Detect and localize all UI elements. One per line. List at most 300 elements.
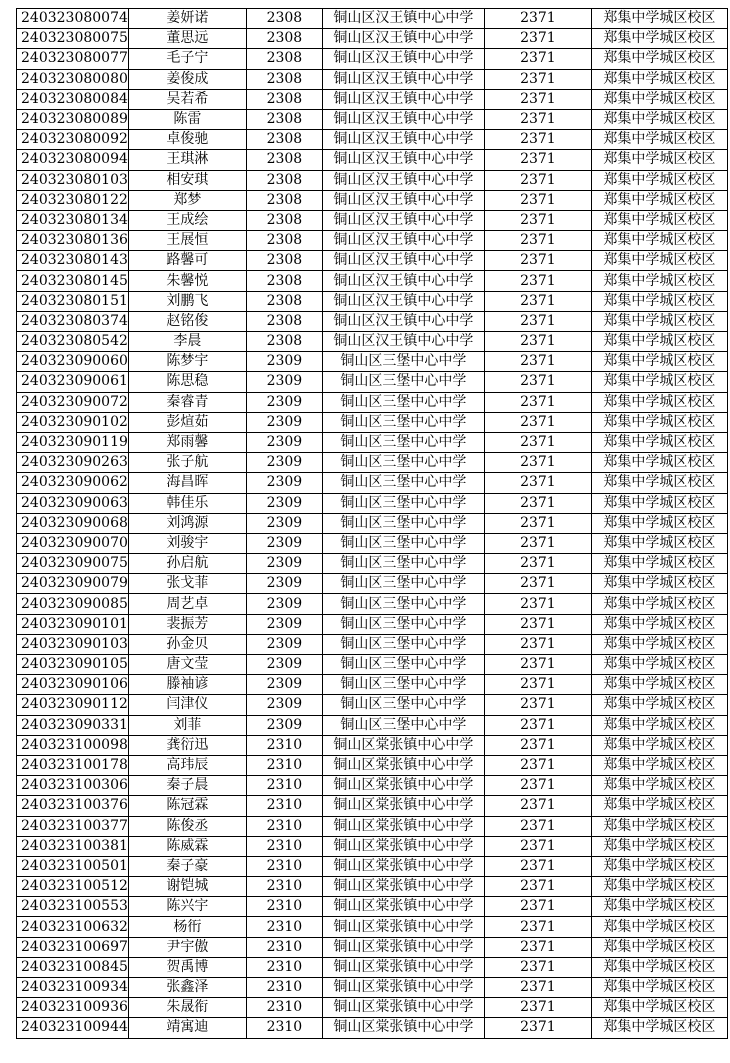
campus-cell: 郑集中学城区校区 xyxy=(591,372,727,392)
exam-id-cell: 240323090101 xyxy=(17,614,129,634)
school-code-cell: 2310 xyxy=(246,897,322,917)
school-name-cell: 铜山区三堡中心中学 xyxy=(322,392,484,412)
class-code-cell: 2371 xyxy=(484,695,591,715)
school-code-cell: 2310 xyxy=(246,856,322,876)
student-name-cell: 姜妍诺 xyxy=(128,9,246,29)
school-name-cell: 铜山区三堡中心中学 xyxy=(322,432,484,452)
exam-id-cell: 240323100845 xyxy=(17,957,129,977)
class-code-cell: 2371 xyxy=(484,190,591,210)
school-name-cell: 铜山区汉王镇中心中学 xyxy=(322,231,484,251)
school-name-cell: 铜山区三堡中心中学 xyxy=(322,412,484,432)
student-name-cell: 张戈菲 xyxy=(128,574,246,594)
school-code-cell: 2309 xyxy=(246,453,322,473)
school-code-cell: 2308 xyxy=(246,170,322,190)
school-code-cell: 2309 xyxy=(246,634,322,654)
table-row xyxy=(17,29,728,49)
exam-id-cell: 240323080089 xyxy=(17,109,129,129)
campus-cell: 郑集中学城区校区 xyxy=(591,109,727,129)
school-name-cell: 铜山区汉王镇中心中学 xyxy=(322,49,484,69)
class-code-cell: 2371 xyxy=(484,574,591,594)
school-name-cell: 铜山区汉王镇中心中学 xyxy=(322,190,484,210)
class-code-cell: 2371 xyxy=(484,957,591,977)
student-name-cell: 陈威霖 xyxy=(128,836,246,856)
school-code-cell: 2309 xyxy=(246,513,322,533)
school-code-cell: 2308 xyxy=(246,69,322,89)
class-code-cell: 2371 xyxy=(484,816,591,836)
exam-id-cell: 240323080122 xyxy=(17,190,129,210)
exam-id-cell: 240323100553 xyxy=(17,897,129,917)
class-code-cell: 2371 xyxy=(484,69,591,89)
school-name-cell: 铜山区汉王镇中心中学 xyxy=(322,89,484,109)
school-name-cell: 铜山区三堡中心中学 xyxy=(322,655,484,675)
campus-cell: 郑集中学城区校区 xyxy=(591,150,727,170)
table-row xyxy=(17,816,728,836)
school-name-cell: 铜山区三堡中心中学 xyxy=(322,695,484,715)
campus-cell: 郑集中学城区校区 xyxy=(591,917,727,937)
school-code-cell: 2310 xyxy=(246,998,322,1018)
campus-cell: 郑集中学城区校区 xyxy=(591,614,727,634)
school-name-cell: 铜山区棠张镇中心中学 xyxy=(322,836,484,856)
school-name-cell: 铜山区棠张镇中心中学 xyxy=(322,877,484,897)
class-code-cell: 2371 xyxy=(484,49,591,69)
class-code-cell: 2371 xyxy=(484,150,591,170)
campus-cell: 郑集中学城区校区 xyxy=(591,89,727,109)
school-code-cell: 2310 xyxy=(246,1018,322,1038)
student-name-cell: 唐文莹 xyxy=(128,655,246,675)
campus-cell: 郑集中学城区校区 xyxy=(591,675,727,695)
student-name-cell: 朱馨悦 xyxy=(128,271,246,291)
student-name-cell: 吴若希 xyxy=(128,89,246,109)
school-code-cell: 2310 xyxy=(246,877,322,897)
table-row xyxy=(17,291,728,311)
student-name-cell: 张子航 xyxy=(128,453,246,473)
school-code-cell: 2308 xyxy=(246,291,322,311)
school-code-cell: 2308 xyxy=(246,130,322,150)
exam-id-cell: 240323100381 xyxy=(17,836,129,856)
school-code-cell: 2309 xyxy=(246,675,322,695)
exam-id-cell: 240323100377 xyxy=(17,816,129,836)
campus-cell: 郑集中学城区校区 xyxy=(591,69,727,89)
student-name-cell: 高玮辰 xyxy=(128,755,246,775)
class-code-cell: 2371 xyxy=(484,978,591,998)
table-row xyxy=(17,392,728,412)
table-row xyxy=(17,776,728,796)
student-name-cell: 靖寓迪 xyxy=(128,1018,246,1038)
class-code-cell: 2371 xyxy=(484,352,591,372)
exam-id-cell: 240323080151 xyxy=(17,291,129,311)
student-name-cell: 郑雨馨 xyxy=(128,432,246,452)
student-table xyxy=(16,8,728,1039)
school-code-cell: 2310 xyxy=(246,776,322,796)
school-name-cell: 铜山区三堡中心中学 xyxy=(322,533,484,553)
school-code-cell: 2310 xyxy=(246,816,322,836)
campus-cell: 郑集中学城区校区 xyxy=(591,937,727,957)
table-row xyxy=(17,69,728,89)
table-row xyxy=(17,332,728,352)
exam-id-cell: 240323080134 xyxy=(17,210,129,230)
table-row xyxy=(17,150,728,170)
school-code-cell: 2310 xyxy=(246,917,322,937)
class-code-cell: 2371 xyxy=(484,513,591,533)
student-name-cell: 秦子晨 xyxy=(128,776,246,796)
school-code-cell: 2308 xyxy=(246,150,322,170)
student-name-cell: 李晨 xyxy=(128,332,246,352)
school-code-cell: 2309 xyxy=(246,473,322,493)
class-code-cell: 2371 xyxy=(484,735,591,755)
campus-cell: 郑集中学城区校区 xyxy=(591,190,727,210)
student-name-cell: 郑梦 xyxy=(128,190,246,210)
class-code-cell: 2371 xyxy=(484,291,591,311)
school-name-cell: 铜山区汉王镇中心中学 xyxy=(322,9,484,29)
student-name-cell: 贺禹博 xyxy=(128,957,246,977)
school-code-cell: 2308 xyxy=(246,29,322,49)
table-row xyxy=(17,998,728,1018)
school-code-cell: 2310 xyxy=(246,836,322,856)
class-code-cell: 2371 xyxy=(484,533,591,553)
school-name-cell: 铜山区三堡中心中学 xyxy=(322,574,484,594)
table-row xyxy=(17,735,728,755)
table-row xyxy=(17,493,728,513)
campus-cell: 郑集中学城区校区 xyxy=(591,453,727,473)
table-row xyxy=(17,856,728,876)
class-code-cell: 2371 xyxy=(484,9,591,29)
table-row xyxy=(17,978,728,998)
campus-cell: 郑集中学城区校区 xyxy=(591,816,727,836)
campus-cell: 郑集中学城区校区 xyxy=(591,877,727,897)
exam-id-cell: 240323090060 xyxy=(17,352,129,372)
table-row xyxy=(17,432,728,452)
exam-id-cell: 240323100178 xyxy=(17,755,129,775)
class-code-cell: 2371 xyxy=(484,755,591,775)
class-code-cell: 2371 xyxy=(484,554,591,574)
campus-cell: 郑集中学城区校区 xyxy=(591,473,727,493)
table-row xyxy=(17,533,728,553)
exam-id-cell: 240323080094 xyxy=(17,150,129,170)
table-row xyxy=(17,170,728,190)
exam-id-cell: 240323090072 xyxy=(17,392,129,412)
school-name-cell: 铜山区棠张镇中心中学 xyxy=(322,978,484,998)
exam-id-cell: 240323100306 xyxy=(17,776,129,796)
school-name-cell: 铜山区棠张镇中心中学 xyxy=(322,998,484,1018)
table-row xyxy=(17,89,728,109)
class-code-cell: 2371 xyxy=(484,937,591,957)
school-name-cell: 铜山区三堡中心中学 xyxy=(322,493,484,513)
school-code-cell: 2310 xyxy=(246,978,322,998)
exam-id-cell: 240323080092 xyxy=(17,130,129,150)
exam-id-cell: 240323080080 xyxy=(17,69,129,89)
exam-id-cell: 240323100512 xyxy=(17,877,129,897)
student-name-cell: 董思远 xyxy=(128,29,246,49)
campus-cell: 郑集中学城区校区 xyxy=(591,1018,727,1038)
school-code-cell: 2308 xyxy=(246,271,322,291)
campus-cell: 郑集中学城区校区 xyxy=(591,170,727,190)
campus-cell: 郑集中学城区校区 xyxy=(591,755,727,775)
table-row xyxy=(17,755,728,775)
campus-cell: 郑集中学城区校区 xyxy=(591,574,727,594)
campus-cell: 郑集中学城区校区 xyxy=(591,352,727,372)
school-name-cell: 铜山区汉王镇中心中学 xyxy=(322,109,484,129)
student-name-cell: 秦睿青 xyxy=(128,392,246,412)
exam-id-cell: 240323090062 xyxy=(17,473,129,493)
campus-cell: 郑集中学城区校区 xyxy=(591,856,727,876)
school-name-cell: 铜山区棠张镇中心中学 xyxy=(322,856,484,876)
class-code-cell: 2371 xyxy=(484,715,591,735)
class-code-cell: 2371 xyxy=(484,675,591,695)
school-name-cell: 铜山区汉王镇中心中学 xyxy=(322,69,484,89)
student-name-cell: 陈思稳 xyxy=(128,372,246,392)
campus-cell: 郑集中学城区校区 xyxy=(591,271,727,291)
campus-cell: 郑集中学城区校区 xyxy=(591,715,727,735)
table-row xyxy=(17,897,728,917)
school-name-cell: 铜山区三堡中心中学 xyxy=(322,352,484,372)
exam-id-cell: 240323090105 xyxy=(17,655,129,675)
exam-id-cell: 240323080103 xyxy=(17,170,129,190)
exam-id-cell: 240323080084 xyxy=(17,89,129,109)
campus-cell: 郑集中学城区校区 xyxy=(591,695,727,715)
campus-cell: 郑集中学城区校区 xyxy=(591,231,727,251)
school-name-cell: 铜山区三堡中心中学 xyxy=(322,473,484,493)
student-name-cell: 相安琪 xyxy=(128,170,246,190)
class-code-cell: 2371 xyxy=(484,614,591,634)
school-code-cell: 2309 xyxy=(246,392,322,412)
class-code-cell: 2371 xyxy=(484,917,591,937)
class-code-cell: 2371 xyxy=(484,877,591,897)
student-name-cell: 卓俊驰 xyxy=(128,130,246,150)
class-code-cell: 2371 xyxy=(484,655,591,675)
school-name-cell: 铜山区汉王镇中心中学 xyxy=(322,150,484,170)
student-name-cell: 赵铭俊 xyxy=(128,311,246,331)
school-code-cell: 2308 xyxy=(246,9,322,29)
student-name-cell: 陈俊丞 xyxy=(128,816,246,836)
school-name-cell: 铜山区汉王镇中心中学 xyxy=(322,170,484,190)
student-name-cell: 孙金贝 xyxy=(128,634,246,654)
exam-id-cell: 240323090112 xyxy=(17,695,129,715)
student-name-cell: 滕袖谚 xyxy=(128,675,246,695)
class-code-cell: 2371 xyxy=(484,89,591,109)
campus-cell: 郑集中学城区校区 xyxy=(591,513,727,533)
table-row xyxy=(17,109,728,129)
exam-id-cell: 240323100501 xyxy=(17,856,129,876)
class-code-cell: 2371 xyxy=(484,1018,591,1038)
table-row xyxy=(17,453,728,473)
table-row xyxy=(17,675,728,695)
school-code-cell: 2309 xyxy=(246,655,322,675)
school-code-cell: 2309 xyxy=(246,614,322,634)
campus-cell: 郑集中学城区校区 xyxy=(591,29,727,49)
student-name-cell: 路馨可 xyxy=(128,251,246,271)
student-name-cell: 彭煊茹 xyxy=(128,412,246,432)
student-name-cell: 朱晟衔 xyxy=(128,998,246,1018)
exam-id-cell: 240323080374 xyxy=(17,311,129,331)
exam-id-cell: 240323090106 xyxy=(17,675,129,695)
student-name-cell: 尹宇傲 xyxy=(128,937,246,957)
school-name-cell: 铜山区三堡中心中学 xyxy=(322,675,484,695)
school-name-cell: 铜山区汉王镇中心中学 xyxy=(322,210,484,230)
table-row xyxy=(17,9,728,29)
exam-id-cell: 240323090085 xyxy=(17,594,129,614)
student-name-cell: 陈冠霖 xyxy=(128,796,246,816)
school-name-cell: 铜山区三堡中心中学 xyxy=(322,594,484,614)
campus-cell: 郑集中学城区校区 xyxy=(591,311,727,331)
exam-id-cell: 240323100632 xyxy=(17,917,129,937)
campus-cell: 郑集中学城区校区 xyxy=(591,392,727,412)
class-code-cell: 2371 xyxy=(484,332,591,352)
school-code-cell: 2310 xyxy=(246,937,322,957)
exam-id-cell: 240323090263 xyxy=(17,453,129,473)
school-code-cell: 2310 xyxy=(246,796,322,816)
student-name-cell: 陈兴宇 xyxy=(128,897,246,917)
table-row xyxy=(17,695,728,715)
school-code-cell: 2309 xyxy=(246,493,322,513)
student-name-cell: 刘鸿源 xyxy=(128,513,246,533)
school-code-cell: 2309 xyxy=(246,432,322,452)
class-code-cell: 2371 xyxy=(484,130,591,150)
class-code-cell: 2371 xyxy=(484,998,591,1018)
school-code-cell: 2309 xyxy=(246,372,322,392)
student-name-cell: 毛子宁 xyxy=(128,49,246,69)
school-code-cell: 2309 xyxy=(246,352,322,372)
student-name-cell: 秦子豪 xyxy=(128,856,246,876)
campus-cell: 郑集中学城区校区 xyxy=(591,776,727,796)
table-row xyxy=(17,271,728,291)
campus-cell: 郑集中学城区校区 xyxy=(591,412,727,432)
class-code-cell: 2371 xyxy=(484,392,591,412)
student-name-cell: 龚衍迅 xyxy=(128,735,246,755)
school-code-cell: 2308 xyxy=(246,332,322,352)
exam-id-cell: 240323080145 xyxy=(17,271,129,291)
class-code-cell: 2371 xyxy=(484,231,591,251)
exam-id-cell: 240323090070 xyxy=(17,533,129,553)
table-row xyxy=(17,957,728,977)
school-name-cell: 铜山区棠张镇中心中学 xyxy=(322,735,484,755)
school-name-cell: 铜山区棠张镇中心中学 xyxy=(322,917,484,937)
campus-cell: 郑集中学城区校区 xyxy=(591,49,727,69)
campus-cell: 郑集中学城区校区 xyxy=(591,897,727,917)
table-row xyxy=(17,1018,728,1038)
campus-cell: 郑集中学城区校区 xyxy=(591,836,727,856)
table-row xyxy=(17,796,728,816)
campus-cell: 郑集中学城区校区 xyxy=(591,533,727,553)
exam-id-cell: 240323080542 xyxy=(17,332,129,352)
school-code-cell: 2308 xyxy=(246,109,322,129)
class-code-cell: 2371 xyxy=(484,473,591,493)
campus-cell: 郑集中学城区校区 xyxy=(591,655,727,675)
student-name-cell: 姜俊成 xyxy=(128,69,246,89)
school-name-cell: 铜山区三堡中心中学 xyxy=(322,372,484,392)
class-code-cell: 2371 xyxy=(484,634,591,654)
student-name-cell: 刘骏宇 xyxy=(128,533,246,553)
exam-id-cell: 240323080075 xyxy=(17,29,129,49)
school-code-cell: 2308 xyxy=(246,231,322,251)
campus-cell: 郑集中学城区校区 xyxy=(591,210,727,230)
exam-id-cell: 240323090061 xyxy=(17,372,129,392)
school-name-cell: 铜山区三堡中心中学 xyxy=(322,614,484,634)
student-name-cell: 裴振芳 xyxy=(128,614,246,634)
class-code-cell: 2371 xyxy=(484,412,591,432)
student-name-cell: 刘鹏飞 xyxy=(128,291,246,311)
school-name-cell: 铜山区汉王镇中心中学 xyxy=(322,291,484,311)
table-row xyxy=(17,231,728,251)
campus-cell: 郑集中学城区校区 xyxy=(591,735,727,755)
class-code-cell: 2371 xyxy=(484,897,591,917)
school-name-cell: 铜山区棠张镇中心中学 xyxy=(322,776,484,796)
table-row xyxy=(17,917,728,937)
student-name-cell: 韩佳乐 xyxy=(128,493,246,513)
table-row xyxy=(17,130,728,150)
table-row xyxy=(17,655,728,675)
exam-id-cell: 240323090331 xyxy=(17,715,129,735)
class-code-cell: 2371 xyxy=(484,210,591,230)
student-name-cell: 王展恒 xyxy=(128,231,246,251)
exam-id-cell: 240323080143 xyxy=(17,251,129,271)
campus-cell: 郑集中学城区校区 xyxy=(591,998,727,1018)
exam-id-cell: 240323090068 xyxy=(17,513,129,533)
class-code-cell: 2371 xyxy=(484,372,591,392)
exam-id-cell: 240323090075 xyxy=(17,554,129,574)
student-name-cell: 周艺卓 xyxy=(128,594,246,614)
student-name-cell: 谢铠城 xyxy=(128,877,246,897)
school-code-cell: 2309 xyxy=(246,574,322,594)
school-code-cell: 2310 xyxy=(246,957,322,977)
school-name-cell: 铜山区汉王镇中心中学 xyxy=(322,251,484,271)
campus-cell: 郑集中学城区校区 xyxy=(591,251,727,271)
student-name-cell: 张鑫泽 xyxy=(128,978,246,998)
table-row xyxy=(17,574,728,594)
school-name-cell: 铜山区三堡中心中学 xyxy=(322,715,484,735)
student-name-cell: 孙启航 xyxy=(128,554,246,574)
table-row xyxy=(17,311,728,331)
table-row xyxy=(17,877,728,897)
class-code-cell: 2371 xyxy=(484,170,591,190)
school-name-cell: 铜山区汉王镇中心中学 xyxy=(322,271,484,291)
table-row xyxy=(17,210,728,230)
school-code-cell: 2309 xyxy=(246,412,322,432)
school-code-cell: 2310 xyxy=(246,755,322,775)
table-row xyxy=(17,372,728,392)
student-name-cell: 王琪淋 xyxy=(128,150,246,170)
school-code-cell: 2309 xyxy=(246,533,322,553)
exam-id-cell: 240323100098 xyxy=(17,735,129,755)
campus-cell: 郑集中学城区校区 xyxy=(591,9,727,29)
exam-id-cell: 240323100934 xyxy=(17,978,129,998)
table-row xyxy=(17,594,728,614)
table-row xyxy=(17,937,728,957)
class-code-cell: 2371 xyxy=(484,271,591,291)
exam-id-cell: 240323090063 xyxy=(17,493,129,513)
exam-id-cell: 240323090119 xyxy=(17,432,129,452)
campus-cell: 郑集中学城区校区 xyxy=(591,432,727,452)
exam-id-cell: 240323100376 xyxy=(17,796,129,816)
school-name-cell: 铜山区三堡中心中学 xyxy=(322,554,484,574)
exam-id-cell: 240323080136 xyxy=(17,231,129,251)
school-code-cell: 2308 xyxy=(246,311,322,331)
school-code-cell: 2308 xyxy=(246,89,322,109)
student-name-cell: 刘菲 xyxy=(128,715,246,735)
exam-id-cell: 240323100697 xyxy=(17,937,129,957)
exam-id-cell: 240323080077 xyxy=(17,49,129,69)
class-code-cell: 2371 xyxy=(484,796,591,816)
table-row xyxy=(17,473,728,493)
class-code-cell: 2371 xyxy=(484,453,591,473)
exam-id-cell: 240323090079 xyxy=(17,574,129,594)
school-name-cell: 铜山区汉王镇中心中学 xyxy=(322,332,484,352)
class-code-cell: 2371 xyxy=(484,251,591,271)
campus-cell: 郑集中学城区校区 xyxy=(591,291,727,311)
school-code-cell: 2308 xyxy=(246,251,322,271)
table-row xyxy=(17,190,728,210)
campus-cell: 郑集中学城区校区 xyxy=(591,332,727,352)
exam-id-cell: 240323100944 xyxy=(17,1018,129,1038)
